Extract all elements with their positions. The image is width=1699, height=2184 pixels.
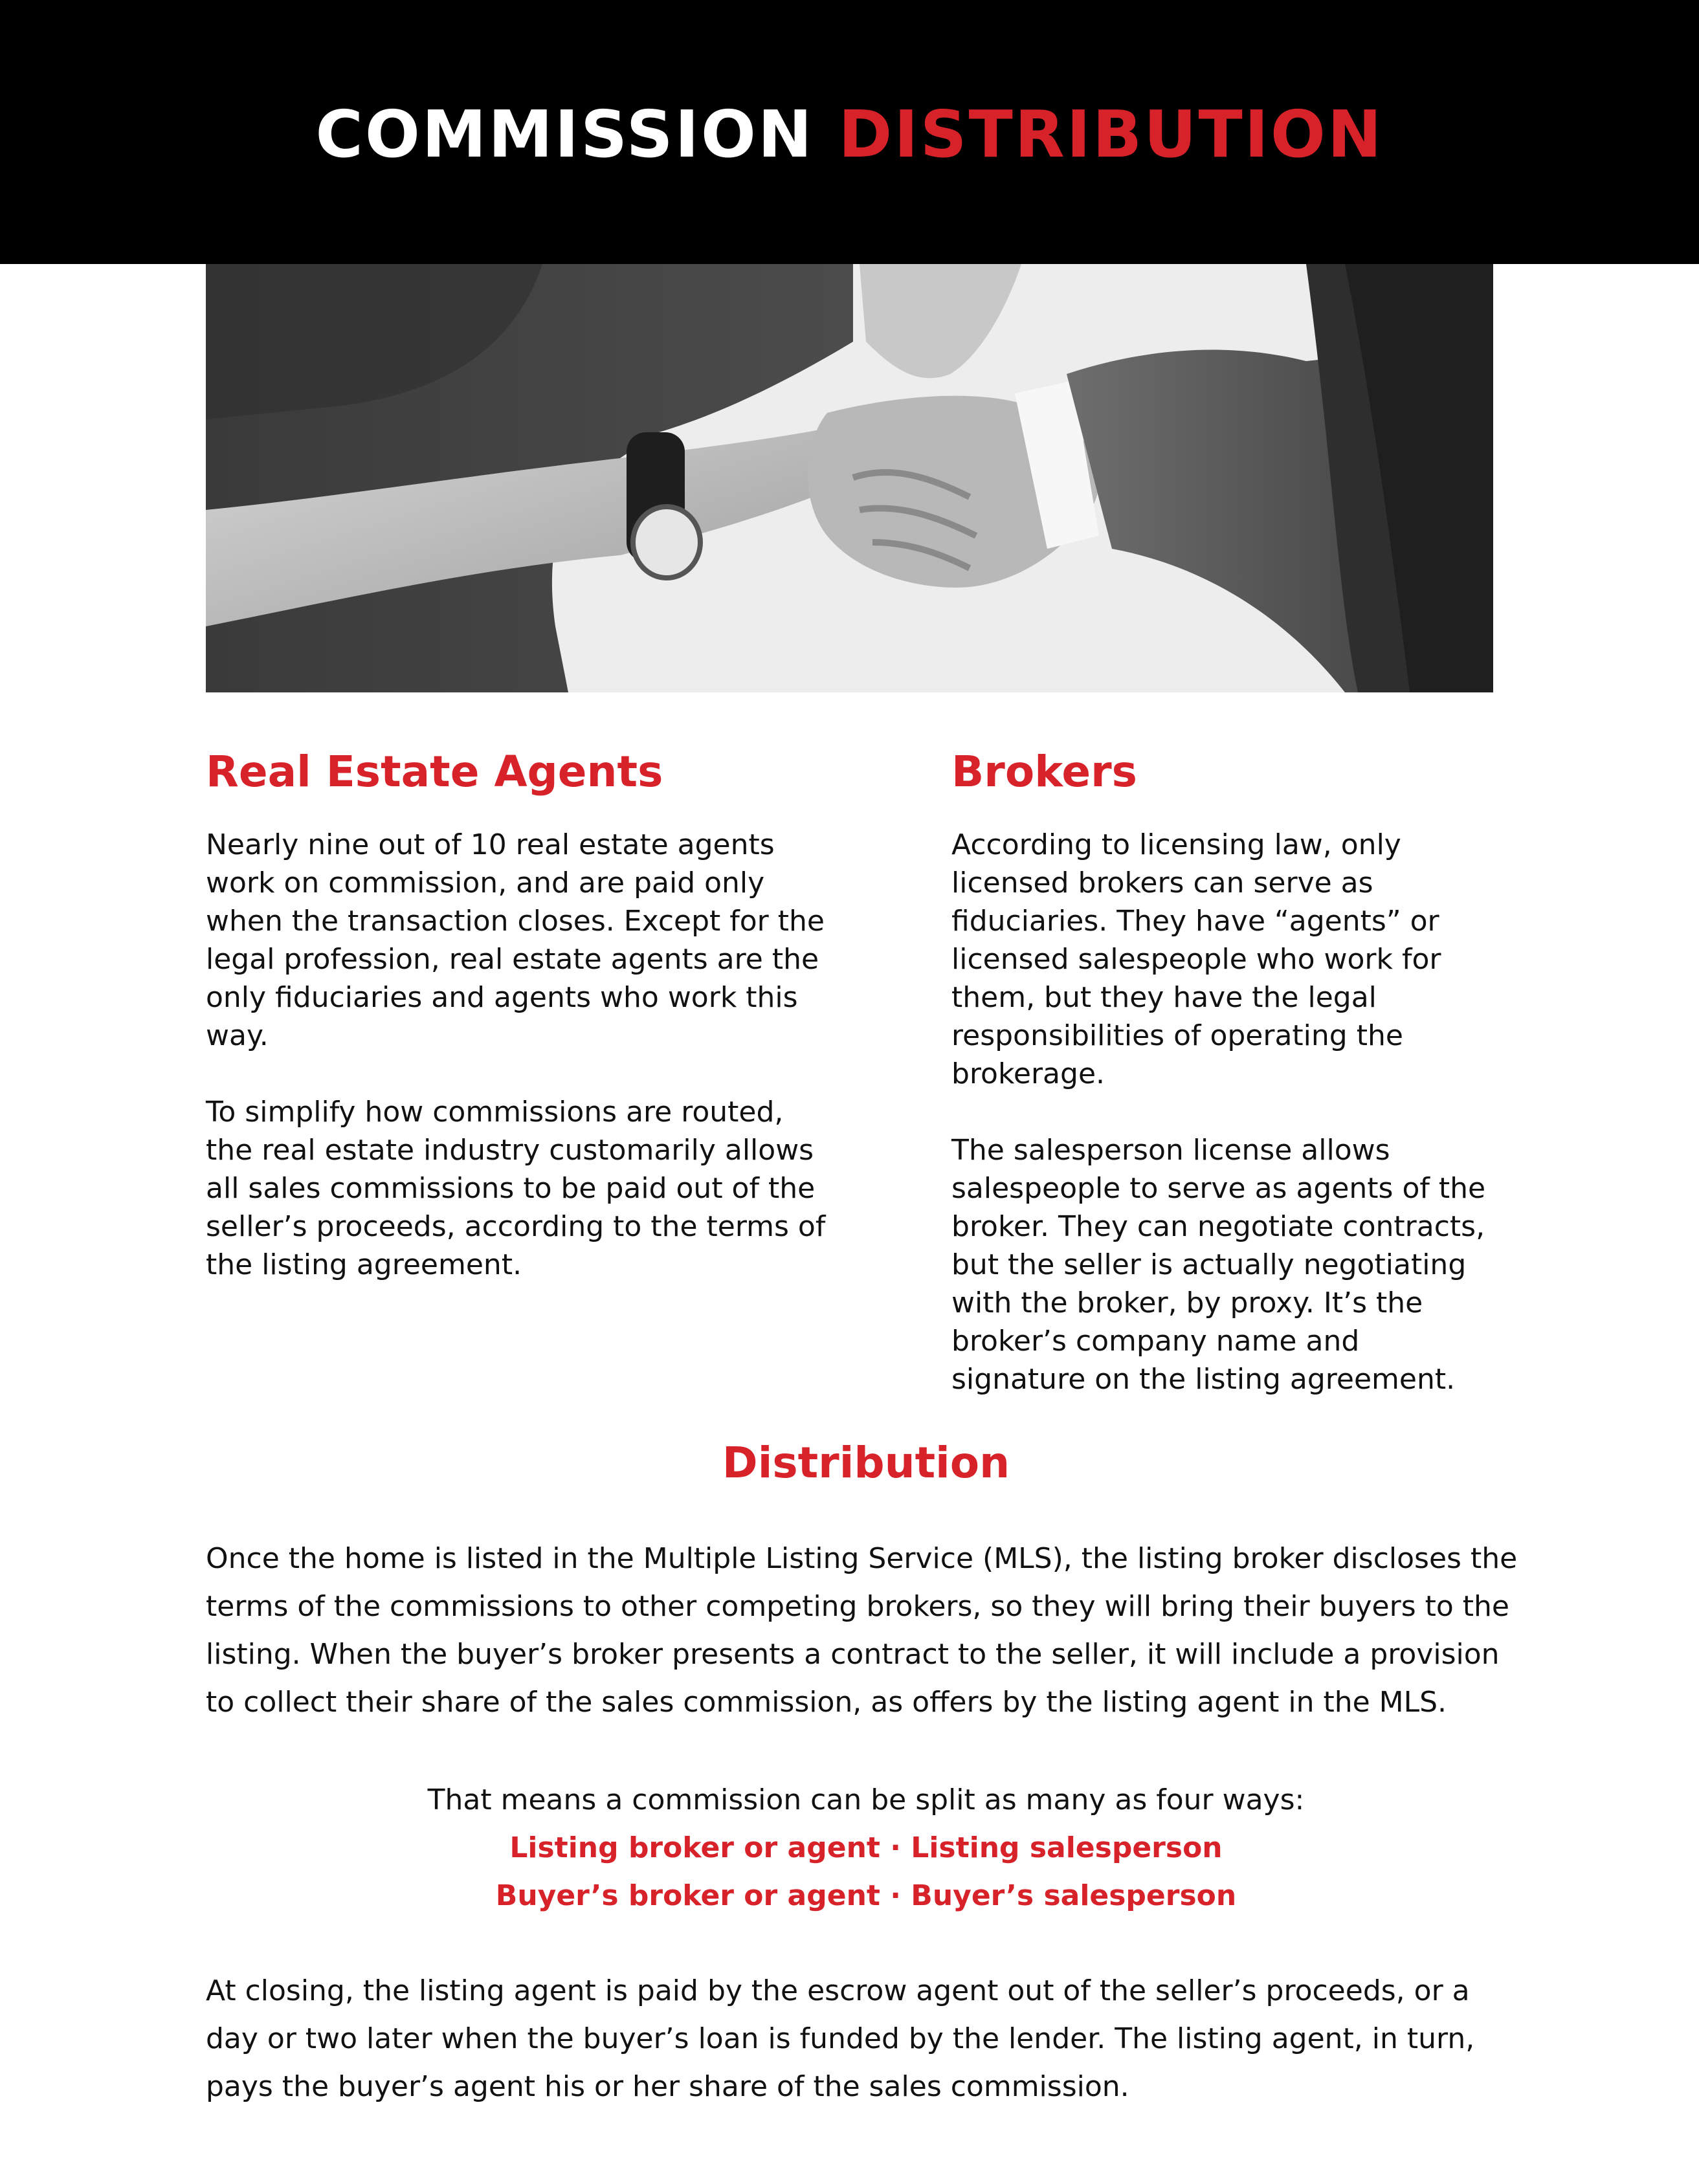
brokers-heading: Brokers <box>951 747 1137 797</box>
handshake-illustration <box>206 264 1493 692</box>
agents-text <box>206 826 827 1284</box>
split-line-buyer: Buyer’s broker or agent · Buyer’s salesperson <box>495 1879 1237 1912</box>
brokers-paragraph-1: According to licensing law, only licensed brokers can serve as fiduciaries. They have “agents” or licensed salespeople who work for them, but they have the legal responsibilities of operating the brokerage. <box>951 828 1441 1090</box>
handshake-photo <box>206 264 1493 692</box>
title-word-distribution: DISTRIBUTION <box>838 96 1384 172</box>
agents-heading: Real Estate Agents <box>206 747 663 797</box>
commission-split-block <box>206 1776 1526 1920</box>
split-line-listing: Listing broker or agent · Listing salesperson <box>509 1831 1223 1864</box>
distribution-heading: Distribution <box>722 1438 1010 1488</box>
page-title <box>0 89 1699 180</box>
agents-paragraph-1: Nearly nine out of 10 real estate agents work on commission, and are paid only when the transaction closes. Except for the legal profession, real estate agents are the only fiduciaries and agents who work this way. <box>206 828 825 1052</box>
brokers-paragraph-2: The salesperson license allows salespeople to serve as agents of the broker. They can negotiate contracts, but the seller is actually negotiating with the broker, by proxy. It’s the broker’s company name and signature on the listing agreement. <box>951 1134 1486 1396</box>
title-word-commission: COMMISSION <box>315 96 814 172</box>
split-intro: That means a commission can be split as many as four ways: <box>427 1783 1305 1816</box>
distribution-paragraph-1: Once the home is listed in the Multiple Listing Service (MLS), the listing broker discloses the terms of the commissions to other competing brokers, so they will bring their buyers to the listing. When the buyer’s broker presents a contract to the seller, it will include a provision to collect their share of the sales commission, as offers by the listing agent in the MLS. <box>206 1542 1518 1719</box>
distribution-paragraph-2: At closing, the listing agent is paid by the escrow agent out of the seller’s proceeds, or a day or two later when the buyer’s loan is funded by the lender. The listing agent, in turn, pays the buyer’s agent his or her share of the sales commission. <box>206 1974 1475 2103</box>
brokers-text <box>951 826 1495 1398</box>
agents-paragraph-2: To simplify how commissions are routed, the real estate industry customarily allows all sales commissions to be paid out of the seller’s proceeds, according to the terms of the listing agreement. <box>206 1096 826 1281</box>
